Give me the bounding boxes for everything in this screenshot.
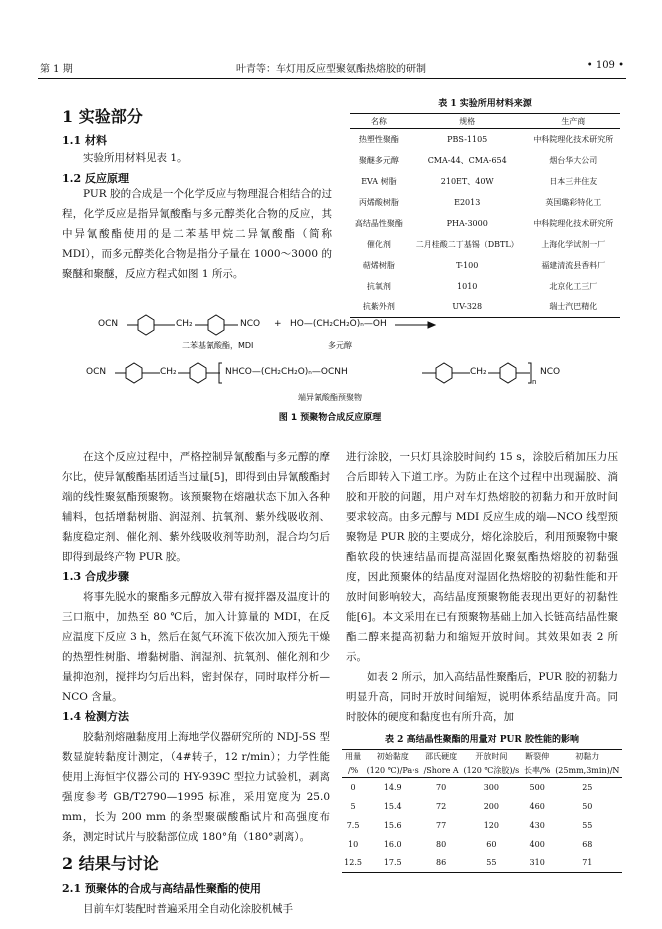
table-cell: 萜烯树脂 — [362, 260, 395, 270]
table-cell: 热塑性聚酯 — [358, 134, 399, 144]
page-number: • 109 • — [586, 60, 624, 71]
table-cell: 55 — [486, 858, 497, 868]
table-cell: 瑞士汽巴精化 — [549, 302, 598, 312]
table-cell: 丙烯酸树脂 — [358, 197, 399, 207]
reactant-ch2: CH₂ — [176, 319, 193, 329]
product-nco: NCO — [540, 367, 561, 377]
table-2-header: 开放时间 — [475, 752, 508, 762]
table-cell: EVA 树脂 — [361, 176, 397, 186]
product-ch2-right: CH₂ — [470, 367, 487, 377]
table-cell: 71 — [582, 858, 593, 868]
table-cell: 16.0 — [383, 839, 402, 849]
table-cell: 英国璐彩特化工 — [545, 197, 602, 207]
table-row — [350, 129, 620, 150]
table-2-unit: 长率/% — [524, 765, 551, 775]
table-2-header: 邵氏硬度 — [425, 752, 458, 762]
table-2-unit: (120 ℃)/Pa·s — [366, 765, 419, 775]
table-cell: 68 — [582, 839, 593, 849]
table-cell: 二月桂酸二丁基锡（DBTL） — [415, 239, 519, 249]
subsection-1-1-heading: 1.1 材料 — [62, 134, 107, 147]
subsection-1-2-heading: 1.2 反应原理 — [62, 172, 129, 185]
table-cell: 聚醚多元醇 — [358, 155, 399, 165]
paragraph: 进行涂胶，一只灯具涂胶时间约 15 s，涂胶后稍加压力压合后即转入下道工序。为防止在这个过程中出现漏胶、淌胶和开胶的问题，用户对车灯热熔胶的初黏力和开放时间要求较高。由多元醇与 MDI 反应生成的端—NCO 线型预聚物是 PUR 胶的主要成分，熔化涂胶后，利用预聚物中聚酯软段的快速结晶而提高湿固化聚氨酯热熔胶的初黏强度，因此预聚体的结晶度对湿固化热熔胶的初黏性能和开放时间影响较大，高结晶度预聚物能表现出更好的初黏性能[6]。本文采用在已有预聚物基础上加入长链高结晶性聚酯二醇来提高初黏力和缩短开放时间。其效果如表 2 所示。 — [346, 451, 618, 663]
table-cell: 310 — [529, 858, 545, 868]
table-cell: 300 — [483, 782, 499, 792]
right-column-body — [346, 447, 618, 727]
table-cell: 中科院理化技术研究所 — [533, 134, 614, 144]
table-cell: 抗氧剂 — [366, 281, 391, 291]
table-2-unit: (120 ℃涂胶)/s — [463, 765, 520, 775]
running-title: 叶青等：车灯用反应型聚氨酯热熔胶的研制 — [236, 64, 426, 75]
table-cell: 中科院理化技术研究所 — [533, 218, 614, 228]
table-row — [350, 234, 620, 255]
table-cell: 烟台华大公司 — [549, 155, 598, 165]
prepolymer-label: 端异氰酸酯预聚物 — [298, 393, 362, 402]
table-cell: 77 — [436, 820, 447, 830]
table-cell: 催化剂 — [366, 239, 391, 249]
table-cell: 7.5 — [346, 820, 360, 830]
table-cell: 15.6 — [383, 820, 402, 830]
table-cell: 210ET、40W — [440, 176, 494, 186]
subsection-1-1-text: 实验所用材料见表 1。 — [83, 152, 188, 164]
paragraph: 将事先脱水的聚酯多元醇放入带有搅拌器及温度计的三口瓶中，加热至 80 ℃后，加入计算量的 MDI，在反应温度下反应 3 h，然后在氮气环流下依次加入预先干燥的热塑性树脂、增黏树脂、润湿剂、抗氧剂、催化剂和少量抑泡剂，搅拌均匀后出料，密封保存，同时取样分析—NCO 含量。 — [62, 591, 330, 703]
reactant-nco: NCO — [240, 319, 261, 329]
table-cell: PBS-1105 — [447, 134, 488, 144]
section-2-heading: 2 结果与讨论 — [62, 854, 159, 873]
table-cell: UV-328 — [452, 302, 483, 312]
header-rule — [38, 78, 626, 79]
table-cell: 日本三井住友 — [549, 176, 598, 186]
table-row — [342, 816, 622, 835]
table-cell: 460 — [529, 801, 545, 811]
table-row — [350, 171, 620, 192]
table-row — [342, 797, 622, 816]
table-row — [342, 778, 622, 797]
table-cell: T-100 — [456, 260, 479, 270]
table-cell: E2013 — [454, 197, 481, 207]
table-cell: 55 — [582, 820, 593, 830]
table-1-caption: 表 1 实验所用材料来源 — [438, 99, 532, 109]
table-1 — [350, 96, 620, 318]
subsection-2-1-heading: 2.1 预聚体的合成与高结晶性聚酯的使用 — [62, 882, 261, 895]
table-cell: 14.9 — [383, 782, 402, 792]
table-cell: 福建清流县香料厂 — [541, 260, 606, 270]
table-2-header: 初始黏度 — [376, 752, 409, 762]
table-cell: 25 — [582, 782, 593, 792]
product-ocn: OCN — [86, 367, 107, 377]
polyol-formula: HO—(CH₂CH₂O)ₙ—OH — [290, 319, 387, 329]
subsection-1-3-heading: 1.3 合成步骤 — [62, 570, 129, 583]
table-cell: CMA-44、CMA-654 — [427, 155, 507, 165]
table-cell: 抗紫外剂 — [362, 302, 395, 312]
table-2-unit: /% — [347, 765, 359, 775]
paragraph: 如表 2 所示，加入高结晶性聚酯后，PUR 胶的初黏力明显升高，同时开放时间缩短，说明体系结晶度升高。同时胶体的硬度和黏度也有所升高，加 — [346, 671, 618, 723]
table-cell: PHA-3000 — [446, 218, 488, 228]
table-cell: 80 — [436, 839, 447, 849]
table-row — [350, 276, 620, 297]
figure-1-caption: 图 1 预聚物合成反应原理 — [278, 413, 382, 423]
table-cell: 10 — [347, 839, 359, 849]
section-1-heading: 1 实验部分 — [62, 107, 143, 126]
table-1-header: 规格 — [459, 116, 476, 126]
table-cell: 北京化工三厂 — [549, 281, 598, 291]
table-2-unit: /Shore A — [423, 765, 459, 775]
table-cell: 60 — [486, 839, 497, 849]
table-cell: 1010 — [457, 281, 478, 291]
table-cell: 500 — [529, 782, 545, 792]
table-cell: 高结晶性聚酯 — [354, 218, 403, 228]
table-cell: 12.5 — [344, 858, 362, 868]
table-2-unit: (25mm,3min)/N — [555, 765, 620, 775]
table-cell: 5 — [350, 801, 356, 811]
table-1-header: 生产商 — [561, 116, 586, 126]
subsection-1-2-text: PUR 胶的合成是一个化学反应与物理混合相结合的过程，化学反应是指异氰酸酯与多元醇类化合物的反应，其中异氰酸酯使用的是二苯基甲烷二异氰酸酯（简称 MDI），而多元醇类化合物是指分子量在 1000～3000 的聚醚和聚醚，反应方程式如图 1 所示。 — [62, 188, 332, 280]
table-row — [342, 835, 622, 854]
table-cell: 400 — [529, 839, 545, 849]
paragraph: 在这个反应过程中，严格控制异氰酸酯与多元醇的摩尔比，使异氰酸酯基团适当过量[5]，即得到由异氰酸酯封端的线性聚氨酯预聚物。该预聚物在熔融状态下加入各种辅料，包括增黏树脂、润湿剂、抗氧剂、紫外线吸收剂、黏度稳定剂、催化剂、紫外线吸收剂等助剂，混合均匀后即得到最终产物 PUR 胶。 — [62, 451, 330, 563]
table-row — [342, 854, 622, 873]
table-2-caption: 表 2 高结晶性聚酯的用量对 PUR 胶性能的影响 — [385, 735, 579, 745]
table-cell: 430 — [529, 820, 545, 830]
table-cell: 70 — [436, 782, 447, 792]
left-column-body — [62, 447, 330, 919]
repeat-n: n — [532, 378, 537, 386]
table-2 — [342, 732, 622, 873]
table-cell: 上海化学试剂一厂 — [541, 239, 606, 249]
figure-1 — [80, 308, 580, 426]
table-cell: 120 — [483, 820, 499, 830]
reactant-ocn: OCN — [98, 319, 119, 329]
table-row — [350, 213, 620, 234]
table-2-header: 初黏力 — [575, 752, 600, 762]
table-cell: 200 — [483, 801, 499, 811]
table-cell: 72 — [436, 801, 447, 811]
table-row — [350, 150, 620, 171]
subsection-1-4-heading: 1.4 检测方法 — [62, 710, 129, 723]
table-1-header: 名称 — [370, 116, 387, 126]
product-ch2-left: CH₂ — [160, 367, 177, 377]
issue-number: 第 1 期 — [40, 64, 73, 75]
table-cell: 15.4 — [383, 801, 402, 811]
polyol-label: 多元醇 — [328, 341, 352, 350]
paragraph: 目前车灯装配时普遍采用全自动化涂胶机械手 — [83, 903, 293, 915]
table-cell: 50 — [582, 801, 593, 811]
plus-sign: + — [274, 319, 282, 329]
table-2-header: 用量 — [345, 752, 362, 762]
table-row — [350, 255, 620, 276]
paragraph: 胶黏剂熔融黏度用上海地学仪器研究所的 NDJ-5S 型数显旋转黏度计测定，（4#转子，12 r/min）；力学性能使用上海恒宇仪器公司的 HY-939C 型拉力试验机，剥离强度参考 GB/T2790—1995 标准，采用宽度为 25.0 mm，长为 200 mm 的条型聚碳酸酯试片和高强度布条，测定时试片与胶黏部位成 180°角（180°剥离）。 — [62, 731, 330, 843]
table-cell: 17.5 — [383, 858, 402, 868]
table-cell: 0 — [350, 782, 356, 792]
table-cell: 86 — [436, 858, 447, 868]
mdi-label: 二苯基氰酸酯，MDI — [182, 341, 254, 350]
product-urethane-segment: NHCO—(CH₂CH₂O)ₙ—OCNH — [225, 367, 348, 377]
table-row — [350, 192, 620, 213]
table-2-header: 断裂伸 — [525, 752, 550, 762]
